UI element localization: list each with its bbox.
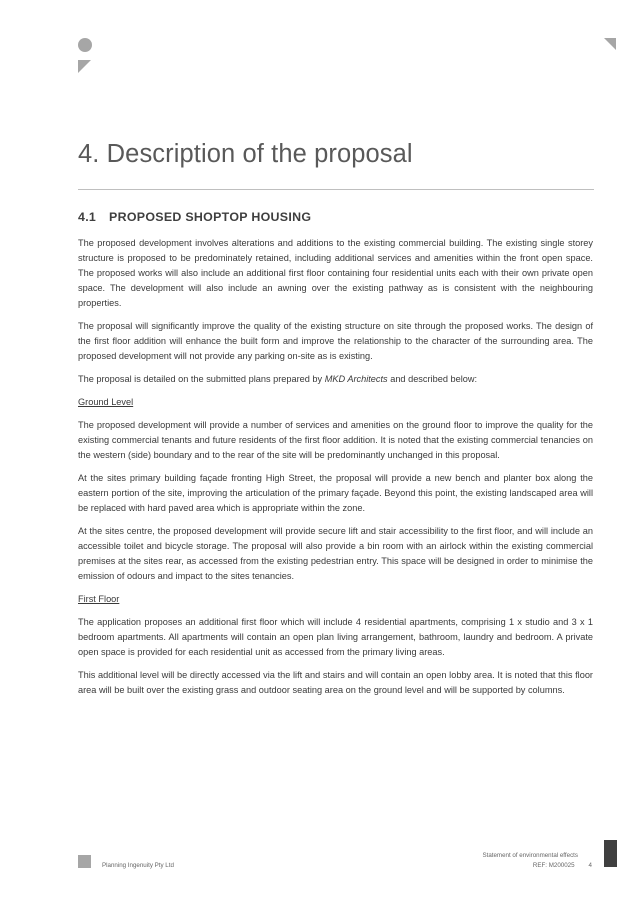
- page-title: 4. Description of the proposal: [78, 140, 413, 168]
- section-number: 4.1: [78, 210, 97, 224]
- corner-triangle-icon: [604, 38, 616, 50]
- subheading-first-floor: First Floor: [78, 594, 120, 604]
- footer-bar-icon: [604, 840, 617, 867]
- paragraph: The application proposes an additional first floor which will include 4 residential apartments, comprising 1 x studio and 3 x 1 bedroom apartments. All apartments will contain an open plan living arrangement, bathroom, laundry and bedroom. A private open space is provided for each residential unit as accessed from the primary living areas.: [78, 617, 593, 657]
- footer-document-title: Statement of environmental effects: [482, 852, 578, 859]
- footer-company: Planning Ingenuity Pty Ltd: [102, 862, 174, 869]
- paragraph: This additional level will be directly accessed via the lift and stairs and will contain an open lobby area. It is noted that this floor area will be built over the existing grass and outdoor seating area on the ground level and will be supported by columns.: [78, 670, 593, 695]
- section-title: PROPOSED SHOPTOP HOUSING: [109, 210, 312, 224]
- paragraph: The proposed development will provide a number of services and amenities on the ground floor to improve the quality for the existing commercial tenants and future residents of the first floor addition. It is noted that the existing commercial tenancies on the western (side) boundary and to the rear of the site will be predominantly unchanged in this proposal.: [78, 420, 593, 460]
- paragraph: The proposed development involves alterations and additions to the existing commercial building. The existing single storey structure is proposed to be predominately retained, including additional services and amenities within the front open space. The proposed works will also include an additional first floor containing four residential units each with their own private open space. The development will also include an awning over the existing pathway as is consistent with the neighbouring properties.: [78, 238, 593, 308]
- paragraph-text: The proposal is detailed on the submitted plans prepared by: [78, 374, 325, 384]
- footer-square-icon: [78, 855, 91, 868]
- footer-ref: REF: M200025: [532, 862, 575, 869]
- paragraph: [78, 372, 593, 387]
- section-heading: [78, 210, 311, 224]
- body-text: [78, 236, 593, 706]
- title-divider: [78, 189, 594, 190]
- paragraph: At the sites primary building façade fronting High Street, the proposal will provide a new bench and planter box along the eastern portion of the site, improving the articulation of the primary façade. Beyond this point, the existing landscaped area will be replaced with hard paved area which is appropriate within the zone.: [78, 473, 593, 513]
- paragraph-text: and described below:: [387, 374, 478, 384]
- decorative-triangle-icon: [78, 60, 91, 73]
- decorative-circle-icon: [78, 38, 92, 52]
- architect-name: MKD Architects: [324, 374, 388, 384]
- page-number: 4: [588, 862, 592, 869]
- footer-reference: [533, 862, 592, 869]
- paragraph: At the sites centre, the proposed development will provide secure lift and stair accessibility to the first floor, and will include an accessible toilet and bicycle storage. The proposal will also provide a bin room with an airlock within the existing commercial premises at the sites rear, as accessed from the existing pedestrian entry. This space will be designed in order to minimise the emission of odours and impact to the sites tenancies.: [78, 526, 593, 581]
- subheading-ground-level: Ground Level: [78, 397, 134, 407]
- paragraph: The proposal will significantly improve the quality of the existing structure on site through the proposed works. The design of the first floor addition will enhance the built form and improve the relationship to the character of the surrounding area. The proposed development will not provide any parking on-site as is existing.: [78, 321, 593, 361]
